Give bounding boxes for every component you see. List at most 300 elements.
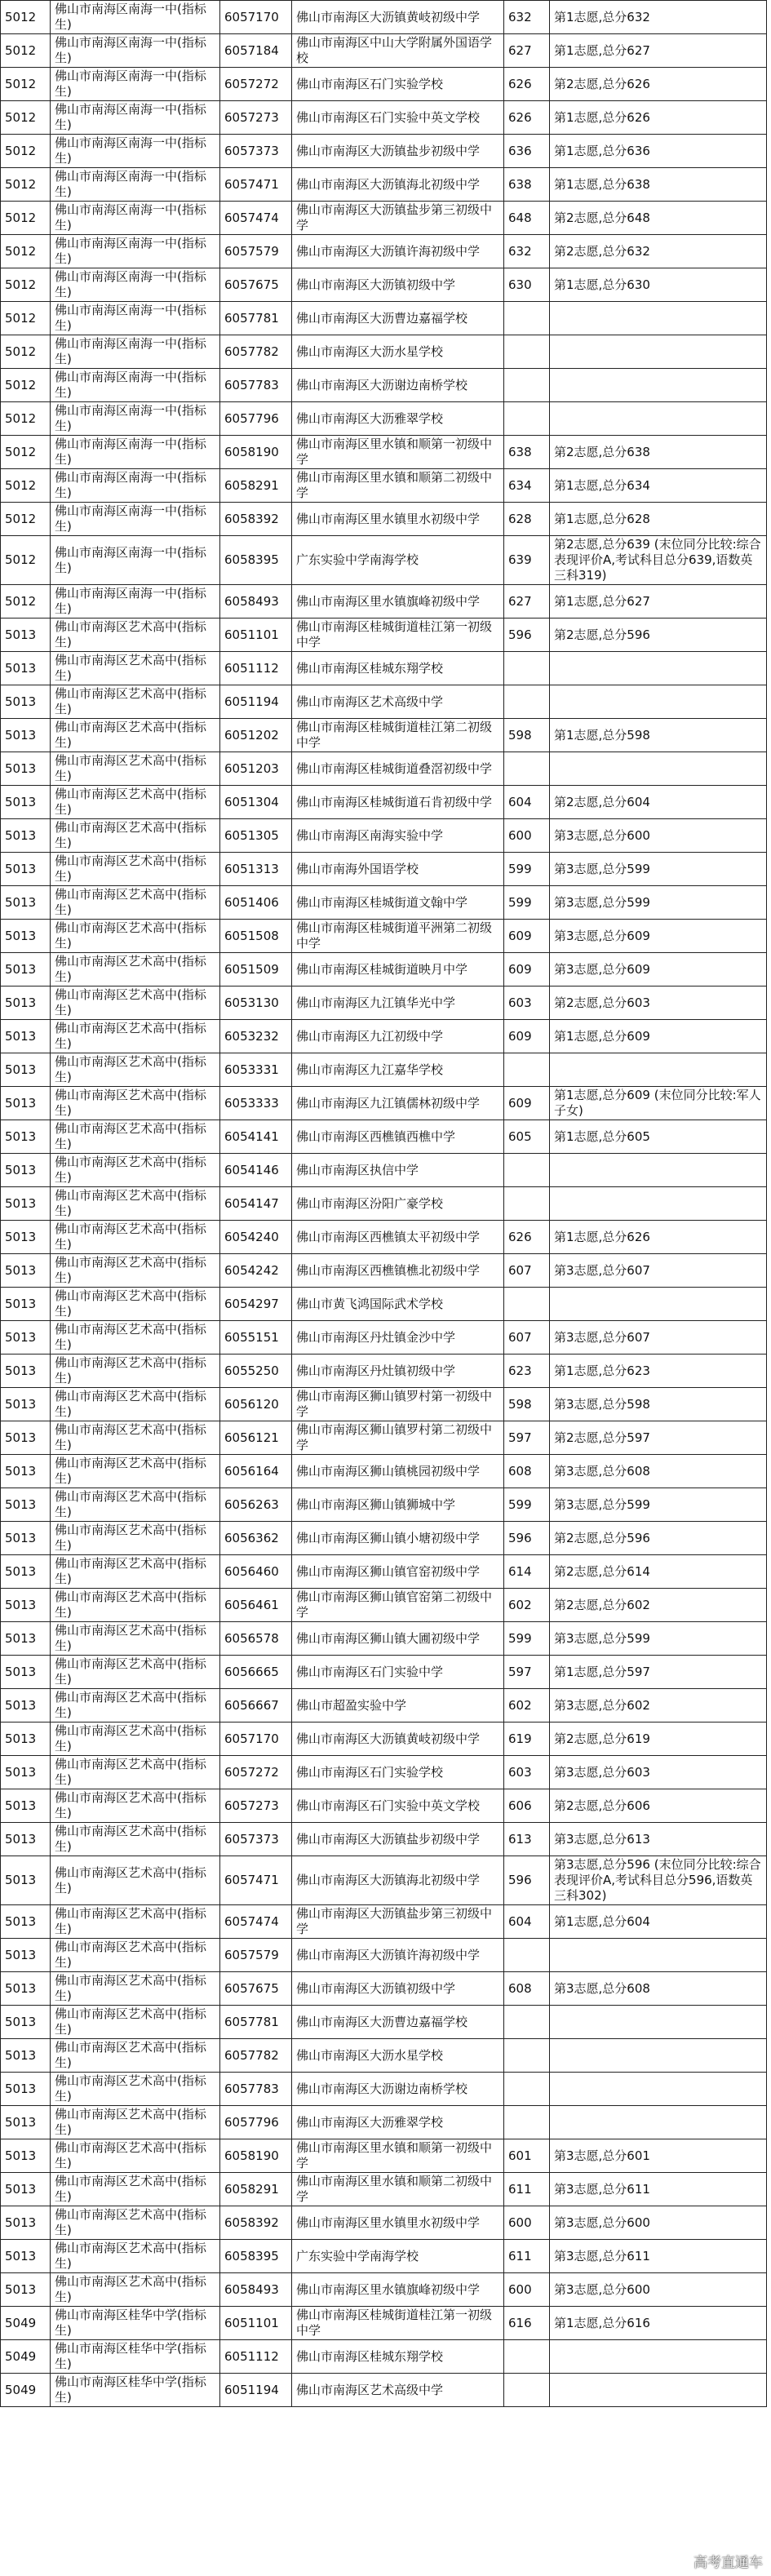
junior-school-id-cell: 6058493 [220, 585, 292, 619]
cutoff-score-cell: 614 [504, 1555, 550, 1589]
high-school-name-cell: 佛山市南海区艺术高中(指标生) [51, 1939, 220, 1972]
admission-remark-cell [550, 685, 767, 719]
junior-school-id-cell: 6051101 [220, 2307, 292, 2340]
high-school-code-cell: 5012 [1, 302, 51, 335]
admission-remark-cell: 第1志愿,总分609 [550, 1020, 767, 1053]
junior-school-name-cell: 佛山市南海区桂城街道石肯初级中学 [292, 786, 504, 819]
high-school-name-cell: 佛山市南海区南海一中(指标生) [51, 101, 220, 135]
table-row [1, 1053, 767, 1087]
high-school-code-cell: 5012 [1, 34, 51, 68]
high-school-name-cell: 佛山市南海区南海一中(指标生) [51, 369, 220, 402]
table-row [1, 1, 767, 34]
high-school-name-cell: 佛山市南海区艺术高中(指标生) [51, 1154, 220, 1187]
table-row [1, 953, 767, 987]
cutoff-score-cell: 602 [504, 1589, 550, 1622]
high-school-name-cell: 佛山市南海区桂华中学(指标生) [51, 2307, 220, 2340]
admission-remark-cell: 第3志愿,总分611 [550, 2173, 767, 2206]
table-row [1, 302, 767, 335]
junior-school-name-cell: 佛山市南海区桂城街道叠滘初级中学 [292, 752, 504, 786]
cutoff-score-cell: 603 [504, 987, 550, 1020]
junior-school-id-cell: 6057781 [220, 2006, 292, 2039]
cutoff-score-cell: 609 [504, 1020, 550, 1053]
junior-school-id-cell: 6057675 [220, 1972, 292, 2006]
junior-school-id-cell: 6054242 [220, 1254, 292, 1288]
junior-school-id-cell: 6058190 [220, 436, 292, 469]
high-school-code-cell: 5013 [1, 1488, 51, 1522]
high-school-name-cell: 佛山市南海区艺术高中(指标生) [51, 1723, 220, 1756]
junior-school-id-cell: 6053333 [220, 1087, 292, 1120]
cutoff-score-cell: 599 [504, 886, 550, 920]
junior-school-name-cell: 佛山市南海区桂城街道桂江第二初级中学 [292, 719, 504, 752]
admission-remark-cell: 第1志愿,总分604 [550, 1905, 767, 1939]
cutoff-score-cell: 598 [504, 719, 550, 752]
high-school-code-cell: 5013 [1, 987, 51, 1020]
admission-remark-cell: 第1志愿,总分634 [550, 469, 767, 503]
cutoff-score-cell: 628 [504, 503, 550, 536]
high-school-name-cell: 佛山市南海区南海一中(指标生) [51, 402, 220, 436]
admission-remark-cell: 第3志愿,总分599 [550, 853, 767, 886]
high-school-name-cell: 佛山市南海区艺术高中(指标生) [51, 1689, 220, 1723]
table-row [1, 235, 767, 268]
junior-school-id-cell: 6057373 [220, 1823, 292, 1856]
high-school-code-cell: 5013 [1, 1388, 51, 1421]
cutoff-score-cell [504, 2106, 550, 2139]
junior-school-name-cell: 佛山市南海区里水镇旗峰初级中学 [292, 585, 504, 619]
junior-school-id-cell: 6051313 [220, 853, 292, 886]
high-school-code-cell: 5012 [1, 536, 51, 585]
junior-school-name-cell: 佛山市南海区九江初级中学 [292, 1020, 504, 1053]
high-school-name-cell: 佛山市南海区南海一中(指标生) [51, 469, 220, 503]
junior-school-id-cell: 6054141 [220, 1120, 292, 1154]
high-school-code-cell: 5013 [1, 2039, 51, 2073]
table-row [1, 752, 767, 786]
junior-school-id-cell: 6057471 [220, 168, 292, 202]
junior-school-id-cell: 6057170 [220, 1, 292, 34]
admission-remark-cell [550, 402, 767, 436]
table-row [1, 1972, 767, 2006]
table-row [1, 2106, 767, 2139]
admission-remark-cell: 第3志愿,总分600 [550, 819, 767, 853]
cutoff-score-cell: 639 [504, 536, 550, 585]
junior-school-id-cell: 6058392 [220, 2206, 292, 2240]
junior-school-id-cell: 6057579 [220, 1939, 292, 1972]
table-row [1, 1388, 767, 1421]
junior-school-id-cell: 6057471 [220, 1856, 292, 1905]
junior-school-id-cell: 6056665 [220, 1656, 292, 1689]
high-school-name-cell: 佛山市南海区艺术高中(指标生) [51, 1823, 220, 1856]
admission-remark-cell [550, 1154, 767, 1187]
junior-school-id-cell: 6058395 [220, 2240, 292, 2273]
table-row [1, 652, 767, 685]
high-school-code-cell: 5013 [1, 1522, 51, 1555]
admission-remark-cell: 第1志愿,总分616 [550, 2307, 767, 2340]
high-school-code-cell: 5012 [1, 101, 51, 135]
junior-school-id-cell: 6057474 [220, 202, 292, 235]
table-row [1, 2374, 767, 2407]
high-school-code-cell: 5013 [1, 1939, 51, 1972]
junior-school-id-cell: 6057273 [220, 1789, 292, 1823]
high-school-code-cell: 5013 [1, 953, 51, 987]
high-school-code-cell: 5013 [1, 1622, 51, 1656]
high-school-code-cell: 5013 [1, 752, 51, 786]
high-school-name-cell: 佛山市南海区南海一中(指标生) [51, 34, 220, 68]
table-row [1, 685, 767, 719]
table-row [1, 1522, 767, 1555]
high-school-code-cell: 5012 [1, 235, 51, 268]
high-school-name-cell: 佛山市南海区南海一中(指标生) [51, 268, 220, 302]
admission-remark-cell: 第2志愿,总分597 [550, 1421, 767, 1455]
junior-school-name-cell: 佛山市黄飞鸿国际武术学校 [292, 1288, 504, 1321]
junior-school-name-cell: 佛山市南海区大沥镇海北初级中学 [292, 1856, 504, 1905]
high-school-code-cell: 5012 [1, 268, 51, 302]
high-school-name-cell: 佛山市南海区艺术高中(指标生) [51, 2206, 220, 2240]
junior-school-name-cell: 佛山市南海区狮山镇罗村第一初级中学 [292, 1388, 504, 1421]
junior-school-name-cell: 佛山市超盈实验中学 [292, 1689, 504, 1723]
table-row [1, 503, 767, 536]
cutoff-score-cell [504, 1288, 550, 1321]
junior-school-name-cell: 佛山市南海区里水镇和顺第二初级中学 [292, 469, 504, 503]
junior-school-id-cell: 6051508 [220, 920, 292, 953]
junior-school-id-cell: 6057272 [220, 1756, 292, 1789]
high-school-code-cell: 5012 [1, 168, 51, 202]
admission-remark-cell [550, 2006, 767, 2039]
high-school-name-cell: 佛山市南海区艺术高中(指标生) [51, 1488, 220, 1522]
high-school-code-cell: 5012 [1, 135, 51, 168]
junior-school-id-cell: 6056578 [220, 1622, 292, 1656]
high-school-code-cell: 5013 [1, 1972, 51, 2006]
junior-school-name-cell: 佛山市南海区大沥谢边南桥学校 [292, 2073, 504, 2106]
table-row [1, 135, 767, 168]
cutoff-score-cell [504, 369, 550, 402]
cutoff-score-cell [504, 302, 550, 335]
cutoff-score-cell: 609 [504, 1087, 550, 1120]
cutoff-score-cell: 596 [504, 619, 550, 652]
high-school-code-cell: 5013 [1, 920, 51, 953]
high-school-name-cell: 佛山市南海区桂华中学(指标生) [51, 2340, 220, 2374]
table-row [1, 2273, 767, 2307]
high-school-name-cell: 佛山市南海区艺术高中(指标生) [51, 2173, 220, 2206]
admission-remark-cell [550, 1053, 767, 1087]
admission-remark-cell: 第2志愿,总分638 [550, 436, 767, 469]
high-school-code-cell: 5049 [1, 2374, 51, 2407]
cutoff-score-cell: 602 [504, 1689, 550, 1723]
high-school-name-cell: 佛山市南海区艺术高中(指标生) [51, 1020, 220, 1053]
junior-school-name-cell: 佛山市南海区九江嘉华学校 [292, 1053, 504, 1087]
cutoff-score-cell [504, 2340, 550, 2374]
cutoff-score-cell [504, 2073, 550, 2106]
admission-remark-cell: 第3志愿,总分603 [550, 1756, 767, 1789]
cutoff-score-cell: 632 [504, 1, 550, 34]
junior-school-name-cell: 佛山市南海区艺术高级中学 [292, 685, 504, 719]
cutoff-score-cell: 609 [504, 920, 550, 953]
admission-remark-cell: 第2志愿,总分639 (末位同分比较:综合表现评价A,考试科目总分639,语数英三科319) [550, 536, 767, 585]
admission-remark-cell: 第2志愿,总分606 [550, 1789, 767, 1823]
admission-remark-cell [550, 2374, 767, 2407]
junior-school-id-cell: 6057474 [220, 1905, 292, 1939]
junior-school-name-cell: 佛山市南海区九江镇华光中学 [292, 987, 504, 1020]
high-school-code-cell: 5013 [1, 1455, 51, 1488]
junior-school-name-cell: 佛山市南海区桂城街道平洲第二初级中学 [292, 920, 504, 953]
high-school-name-cell: 佛山市南海区艺术高中(指标生) [51, 2139, 220, 2173]
cutoff-score-cell: 598 [504, 1388, 550, 1421]
high-school-name-cell: 佛山市南海区艺术高中(指标生) [51, 786, 220, 819]
junior-school-id-cell: 6056164 [220, 1455, 292, 1488]
high-school-name-cell: 佛山市南海区艺术高中(指标生) [51, 685, 220, 719]
high-school-name-cell: 佛山市南海区艺术高中(指标生) [51, 920, 220, 953]
junior-school-name-cell: 佛山市南海区石门实验中学 [292, 1656, 504, 1689]
junior-school-id-cell: 6051202 [220, 719, 292, 752]
table-row [1, 68, 767, 101]
junior-school-id-cell: 6056121 [220, 1421, 292, 1455]
admission-remark-cell: 第1志愿,总分638 [550, 168, 767, 202]
admission-remark-cell: 第2志愿,总分603 [550, 987, 767, 1020]
high-school-code-cell: 5013 [1, 1020, 51, 1053]
table-row [1, 202, 767, 235]
junior-school-id-cell: 6051509 [220, 953, 292, 987]
table-row [1, 2240, 767, 2273]
junior-school-id-cell: 6057272 [220, 68, 292, 101]
high-school-name-cell: 佛山市南海区艺术高中(指标生) [51, 886, 220, 920]
junior-school-id-cell: 6056120 [220, 1388, 292, 1421]
junior-school-name-cell: 佛山市南海区里水镇里水初级中学 [292, 2206, 504, 2240]
high-school-name-cell: 佛山市南海区艺术高中(指标生) [51, 752, 220, 786]
high-school-name-cell: 佛山市南海区艺术高中(指标生) [51, 1254, 220, 1288]
junior-school-name-cell: 佛山市南海外国语学校 [292, 853, 504, 886]
junior-school-name-cell: 佛山市南海区桂城街道文翰中学 [292, 886, 504, 920]
high-school-name-cell: 佛山市南海区艺术高中(指标生) [51, 1656, 220, 1689]
junior-school-name-cell: 佛山市南海区石门实验学校 [292, 68, 504, 101]
junior-school-id-cell: 6055250 [220, 1355, 292, 1388]
junior-school-name-cell: 佛山市南海区大沥曹边嘉福学校 [292, 2006, 504, 2039]
admission-remark-cell: 第3志愿,总分598 [550, 1388, 767, 1421]
cutoff-score-cell: 605 [504, 1120, 550, 1154]
cutoff-score-cell: 638 [504, 436, 550, 469]
junior-school-name-cell: 佛山市南海区里水镇和顺第一初级中学 [292, 436, 504, 469]
cutoff-score-cell: 627 [504, 585, 550, 619]
table-row [1, 2139, 767, 2173]
high-school-name-cell: 佛山市南海区艺术高中(指标生) [51, 1187, 220, 1221]
junior-school-name-cell: 佛山市南海区大沥镇海北初级中学 [292, 168, 504, 202]
cutoff-score-cell: 619 [504, 1723, 550, 1756]
admission-remark-cell: 第3志愿,总分609 [550, 953, 767, 987]
cutoff-score-cell: 638 [504, 168, 550, 202]
table-row [1, 886, 767, 920]
admission-remark-cell: 第2志愿,总分648 [550, 202, 767, 235]
table-row [1, 1321, 767, 1355]
admission-remark-cell: 第1志愿,总分597 [550, 1656, 767, 1689]
junior-school-id-cell: 6057782 [220, 2039, 292, 2073]
junior-school-id-cell: 6051194 [220, 685, 292, 719]
high-school-code-cell: 5013 [1, 719, 51, 752]
junior-school-name-cell: 佛山市南海区狮山镇小塘初级中学 [292, 1522, 504, 1555]
cutoff-score-cell: 600 [504, 2273, 550, 2307]
table-row [1, 1455, 767, 1488]
table-row [1, 1187, 767, 1221]
cutoff-score-cell: 634 [504, 469, 550, 503]
high-school-code-cell: 5013 [1, 1087, 51, 1120]
cutoff-score-cell [504, 2374, 550, 2407]
admission-remark-cell: 第2志愿,总分596 [550, 1522, 767, 1555]
table-row [1, 335, 767, 369]
table-row [1, 1689, 767, 1723]
high-school-name-cell: 佛山市南海区艺术高中(指标生) [51, 2273, 220, 2307]
high-school-code-cell: 5013 [1, 1656, 51, 1689]
table-row [1, 2206, 767, 2240]
cutoff-score-cell: 599 [504, 1622, 550, 1656]
high-school-code-cell: 5013 [1, 1856, 51, 1905]
junior-school-id-cell: 6053232 [220, 1020, 292, 1053]
junior-school-id-cell: 6057273 [220, 101, 292, 135]
table-row [1, 786, 767, 819]
high-school-code-cell: 5013 [1, 1254, 51, 1288]
table-row [1, 436, 767, 469]
high-school-code-cell: 5049 [1, 2340, 51, 2374]
admission-remark-cell: 第1志愿,总分627 [550, 34, 767, 68]
junior-school-name-cell: 佛山市南海区里水镇旗峰初级中学 [292, 2273, 504, 2307]
table-row [1, 2039, 767, 2073]
admission-remark-cell [550, 302, 767, 335]
cutoff-score-cell: 603 [504, 1756, 550, 1789]
high-school-name-cell: 佛山市南海区南海一中(指标生) [51, 68, 220, 101]
cutoff-score-cell: 606 [504, 1789, 550, 1823]
high-school-name-cell: 佛山市南海区南海一中(指标生) [51, 335, 220, 369]
table-row [1, 1288, 767, 1321]
cutoff-score-cell: 607 [504, 1321, 550, 1355]
admission-remark-cell: 第1志愿,总分605 [550, 1120, 767, 1154]
table-row [1, 1120, 767, 1154]
cutoff-score-cell: 608 [504, 1455, 550, 1488]
admission-remark-cell: 第3志愿,总分613 [550, 1823, 767, 1856]
junior-school-id-cell: 6058291 [220, 469, 292, 503]
table-row [1, 1355, 767, 1388]
junior-school-name-cell: 佛山市南海区大沥镇许海初级中学 [292, 1939, 504, 1972]
junior-school-name-cell: 佛山市南海区大沥镇初级中学 [292, 1972, 504, 2006]
high-school-name-cell: 佛山市南海区艺术高中(指标生) [51, 2006, 220, 2039]
junior-school-name-cell: 佛山市南海区桂城东翔学校 [292, 652, 504, 685]
high-school-name-cell: 佛山市南海区艺术高中(指标生) [51, 2073, 220, 2106]
junior-school-id-cell: 6058395 [220, 536, 292, 585]
cutoff-score-cell: 623 [504, 1355, 550, 1388]
junior-school-id-cell: 6055151 [220, 1321, 292, 1355]
junior-school-id-cell: 6051112 [220, 652, 292, 685]
cutoff-score-cell: 600 [504, 819, 550, 853]
table-row [1, 1905, 767, 1939]
junior-school-id-cell: 6057579 [220, 235, 292, 268]
junior-school-name-cell: 佛山市南海区石门实验学校 [292, 1756, 504, 1789]
high-school-name-cell: 佛山市南海区艺术高中(指标生) [51, 2039, 220, 2073]
junior-school-name-cell: 佛山市南海区石门实验中英文学校 [292, 101, 504, 135]
high-school-code-cell: 5012 [1, 436, 51, 469]
table-row [1, 1221, 767, 1254]
high-school-code-cell: 5013 [1, 1823, 51, 1856]
admission-remark-cell [550, 1187, 767, 1221]
admission-remark-cell [550, 752, 767, 786]
high-school-code-cell: 5013 [1, 1154, 51, 1187]
junior-school-id-cell: 6058190 [220, 2139, 292, 2173]
high-school-code-cell: 5012 [1, 335, 51, 369]
high-school-code-cell: 5013 [1, 786, 51, 819]
cutoff-score-cell [504, 652, 550, 685]
junior-school-id-cell: 6056460 [220, 1555, 292, 1589]
high-school-name-cell: 佛山市南海区艺术高中(指标生) [51, 953, 220, 987]
admission-remark-cell: 第3志愿,总分599 [550, 886, 767, 920]
junior-school-id-cell: 6051406 [220, 886, 292, 920]
junior-school-name-cell: 佛山市南海区大沥曹边嘉福学校 [292, 302, 504, 335]
junior-school-name-cell: 佛山市南海区西樵镇西樵中学 [292, 1120, 504, 1154]
junior-school-name-cell: 佛山市南海区狮山镇罗村第二初级中学 [292, 1421, 504, 1455]
admission-remark-cell: 第1志愿,总分628 [550, 503, 767, 536]
admission-remark-cell: 第2志愿,总分604 [550, 786, 767, 819]
admission-remark-cell: 第2志愿,总分619 [550, 1723, 767, 1756]
cutoff-score-cell: 600 [504, 2206, 550, 2240]
admission-remark-cell: 第3志愿,总分608 [550, 1972, 767, 2006]
high-school-code-cell: 5013 [1, 2106, 51, 2139]
junior-school-id-cell: 6054297 [220, 1288, 292, 1321]
cutoff-score-cell: 607 [504, 1254, 550, 1288]
cutoff-score-cell: 596 [504, 1856, 550, 1905]
junior-school-id-cell: 6057783 [220, 2073, 292, 2106]
admission-remark-cell: 第1志愿,总分627 [550, 585, 767, 619]
junior-school-name-cell: 佛山市南海区大沥镇黄岐初级中学 [292, 1723, 504, 1756]
high-school-code-cell: 5013 [1, 2006, 51, 2039]
high-school-code-cell: 5013 [1, 2073, 51, 2106]
cutoff-score-cell: 601 [504, 2139, 550, 2173]
junior-school-id-cell: 6056461 [220, 1589, 292, 1622]
table-row [1, 1823, 767, 1856]
junior-school-name-cell: 佛山市南海区西樵镇樵北初级中学 [292, 1254, 504, 1288]
table-row [1, 1087, 767, 1120]
high-school-code-cell: 5012 [1, 1, 51, 34]
junior-school-name-cell: 佛山市南海区大沥镇盐步初级中学 [292, 135, 504, 168]
junior-school-name-cell: 佛山市南海区执信中学 [292, 1154, 504, 1187]
high-school-code-cell: 5013 [1, 1905, 51, 1939]
junior-school-name-cell: 佛山市南海区里水镇里水初级中学 [292, 503, 504, 536]
cutoff-score-cell: 597 [504, 1421, 550, 1455]
high-school-name-cell: 佛山市南海区南海一中(指标生) [51, 135, 220, 168]
admission-remark-cell: 第1志愿,总分636 [550, 135, 767, 168]
admission-remark-cell: 第1志愿,总分609 (末位同分比较:军人子女) [550, 1087, 767, 1120]
admission-remark-cell: 第1志愿,总分626 [550, 101, 767, 135]
high-school-name-cell: 佛山市南海区南海一中(指标生) [51, 1, 220, 34]
high-school-name-cell: 佛山市南海区艺术高中(指标生) [51, 1421, 220, 1455]
junior-school-name-cell: 佛山市南海区狮山镇官窑第二初级中学 [292, 1589, 504, 1622]
table-row [1, 1488, 767, 1522]
junior-school-name-cell: 佛山市南海区艺术高级中学 [292, 2374, 504, 2407]
high-school-code-cell: 5013 [1, 1421, 51, 1455]
junior-school-name-cell: 佛山市南海区桂城街道桂江第一初级中学 [292, 2307, 504, 2340]
high-school-name-cell: 佛山市南海区南海一中(指标生) [51, 536, 220, 585]
admission-remark-cell: 第3志愿,总分607 [550, 1254, 767, 1288]
table-row [1, 1723, 767, 1756]
table-row [1, 2340, 767, 2374]
high-school-code-cell: 5013 [1, 1120, 51, 1154]
high-school-name-cell: 佛山市南海区艺术高中(指标生) [51, 2240, 220, 2273]
high-school-name-cell: 佛山市南海区南海一中(指标生) [51, 436, 220, 469]
table-row [1, 2073, 767, 2106]
junior-school-id-cell: 6057675 [220, 268, 292, 302]
cutoff-score-cell: 632 [504, 235, 550, 268]
high-school-code-cell: 5013 [1, 2139, 51, 2173]
cutoff-score-cell: 648 [504, 202, 550, 235]
admission-remark-cell [550, 1288, 767, 1321]
high-school-code-cell: 5013 [1, 1789, 51, 1823]
table-row [1, 369, 767, 402]
high-school-name-cell: 佛山市南海区艺术高中(指标生) [51, 1789, 220, 1823]
admission-remark-cell [550, 2039, 767, 2073]
high-school-name-cell: 佛山市南海区桂华中学(指标生) [51, 2374, 220, 2407]
table-row [1, 101, 767, 135]
junior-school-name-cell: 佛山市南海区大沥雅翠学校 [292, 402, 504, 436]
